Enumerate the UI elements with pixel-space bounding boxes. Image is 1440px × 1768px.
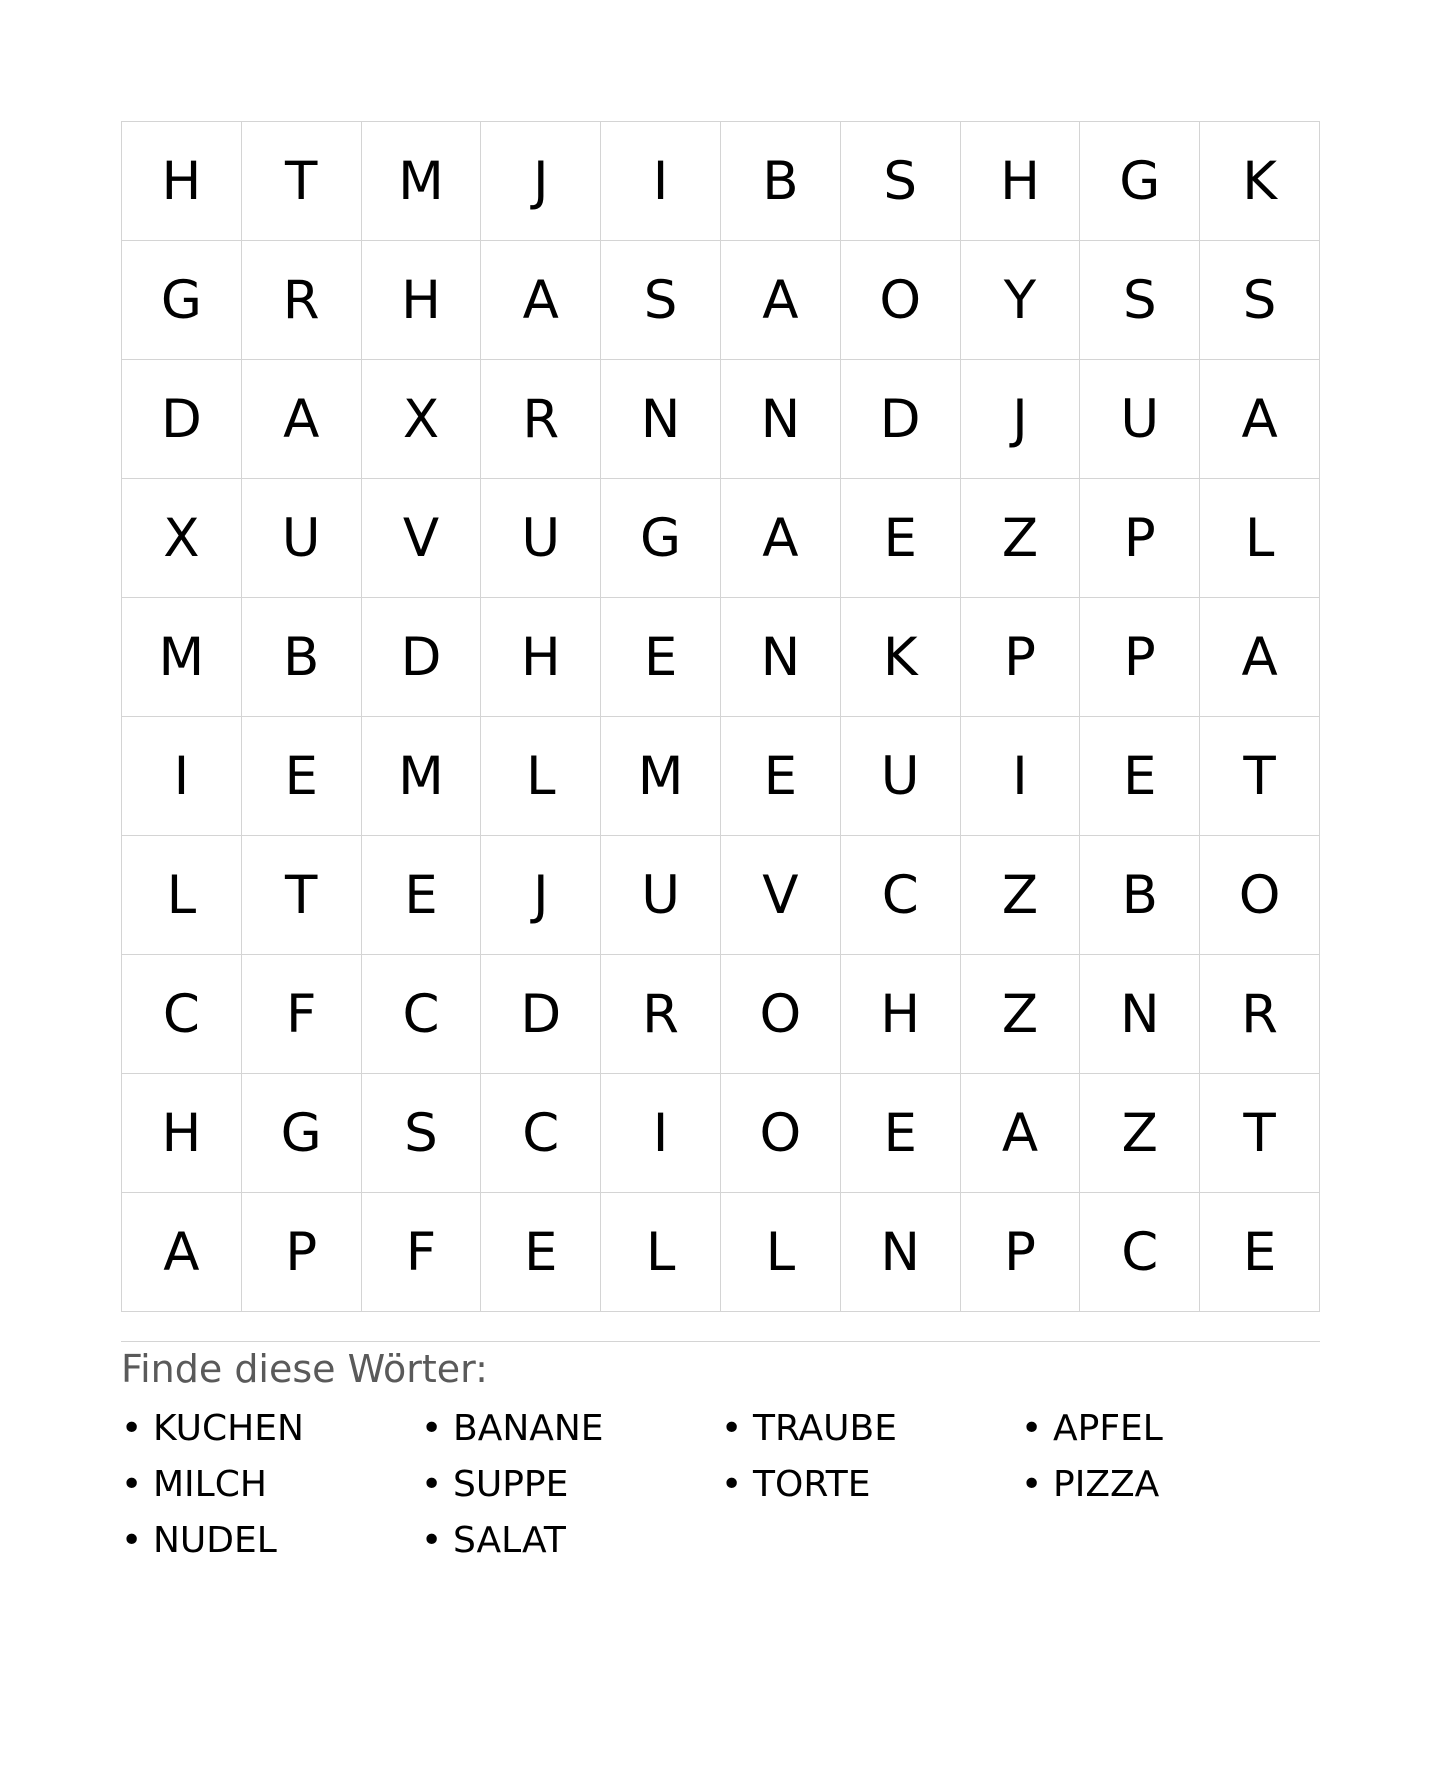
word-list-item: [1021, 1407, 1321, 1451]
grid-cell[interactable]: S: [601, 241, 721, 360]
word-search-puzzle: [121, 121, 1320, 1563]
word-list-item: [721, 1463, 1021, 1507]
grid-cell[interactable]: E: [362, 836, 482, 955]
grid-cell[interactable]: T: [1200, 1074, 1320, 1193]
word-label: SUPPE: [453, 1464, 569, 1505]
grid-cell[interactable]: E: [841, 479, 961, 598]
word-list-item: [721, 1407, 1021, 1451]
grid-cell[interactable]: E: [242, 717, 362, 836]
word-list: [121, 1407, 1320, 1563]
grid-cell[interactable]: P: [961, 1193, 1081, 1312]
grid-cell[interactable]: R: [601, 955, 721, 1074]
grid-cell[interactable]: E: [721, 717, 841, 836]
grid-cell[interactable]: V: [721, 836, 841, 955]
grid-cell[interactable]: C: [1080, 1193, 1200, 1312]
grid-cell[interactable]: O: [1200, 836, 1320, 955]
grid-cell[interactable]: T: [1200, 717, 1320, 836]
grid-cell[interactable]: U: [242, 479, 362, 598]
bullet-icon: •: [721, 1464, 743, 1505]
word-list-item: [121, 1463, 421, 1507]
word-list-item: [121, 1519, 421, 1563]
grid-cell[interactable]: O: [721, 955, 841, 1074]
grid-cell[interactable]: L: [1200, 479, 1320, 598]
word-list-heading: Finde diese Wörter:: [121, 1347, 488, 1391]
grid-cell[interactable]: A: [1200, 598, 1320, 717]
grid-cell[interactable]: N: [721, 360, 841, 479]
word-list-item: [421, 1407, 721, 1451]
grid-cell[interactable]: V: [362, 479, 482, 598]
word-label: KUCHEN: [153, 1408, 304, 1449]
grid-cell[interactable]: H: [122, 122, 242, 241]
grid-cell[interactable]: G: [601, 479, 721, 598]
grid-cell[interactable]: N: [721, 598, 841, 717]
word-list-item: [1021, 1463, 1321, 1507]
grid-cell[interactable]: X: [122, 479, 242, 598]
word-label: SALAT: [453, 1520, 566, 1561]
grid-cell[interactable]: B: [1080, 836, 1200, 955]
grid-cell[interactable]: L: [601, 1193, 721, 1312]
grid-cell[interactable]: F: [242, 955, 362, 1074]
grid-cell[interactable]: H: [961, 122, 1081, 241]
grid-cell[interactable]: S: [1080, 241, 1200, 360]
word-label: TRAUBE: [753, 1408, 897, 1449]
grid-cell[interactable]: G: [1080, 122, 1200, 241]
bullet-icon: •: [421, 1520, 443, 1561]
grid-cell[interactable]: O: [721, 1074, 841, 1193]
grid-cell[interactable]: M: [601, 717, 721, 836]
grid-cell[interactable]: H: [841, 955, 961, 1074]
grid-cell[interactable]: D: [122, 360, 242, 479]
grid-cell[interactable]: B: [721, 122, 841, 241]
grid-cell[interactable]: T: [242, 836, 362, 955]
grid-cell[interactable]: H: [122, 1074, 242, 1193]
grid-cell[interactable]: C: [122, 955, 242, 1074]
grid-cell[interactable]: H: [481, 598, 601, 717]
grid-cell[interactable]: I: [601, 122, 721, 241]
word-label: MILCH: [153, 1464, 267, 1505]
grid-cell[interactable]: L: [721, 1193, 841, 1312]
grid-cell[interactable]: U: [601, 836, 721, 955]
grid-cell[interactable]: Z: [961, 836, 1081, 955]
grid-cell[interactable]: L: [481, 717, 601, 836]
grid-cell[interactable]: P: [1080, 479, 1200, 598]
grid-cell[interactable]: T: [242, 122, 362, 241]
grid-cell[interactable]: N: [601, 360, 721, 479]
grid-cell[interactable]: K: [1200, 122, 1320, 241]
word-label: TORTE: [753, 1464, 871, 1505]
grid-cell[interactable]: R: [242, 241, 362, 360]
grid-cell[interactable]: E: [841, 1074, 961, 1193]
grid-cell[interactable]: M: [362, 122, 482, 241]
grid-cell[interactable]: G: [122, 241, 242, 360]
grid-cell[interactable]: G: [242, 1074, 362, 1193]
grid-cell[interactable]: D: [481, 955, 601, 1074]
word-label: NUDEL: [153, 1520, 277, 1561]
grid-cell[interactable]: E: [1080, 717, 1200, 836]
grid-cell[interactable]: U: [841, 717, 961, 836]
grid-cell[interactable]: D: [362, 598, 482, 717]
bullet-icon: •: [1021, 1464, 1043, 1505]
grid-cell[interactable]: J: [961, 360, 1081, 479]
word-list-item: [421, 1519, 721, 1563]
grid-cell[interactable]: H: [362, 241, 482, 360]
word-label: PIZZA: [1053, 1464, 1160, 1505]
bullet-icon: •: [121, 1464, 143, 1505]
grid-cell[interactable]: C: [841, 836, 961, 955]
bullet-icon: •: [721, 1408, 743, 1449]
grid-cell[interactable]: C: [362, 955, 482, 1074]
grid-cell[interactable]: S: [1200, 241, 1320, 360]
grid-cell[interactable]: A: [242, 360, 362, 479]
grid-cell[interactable]: A: [721, 479, 841, 598]
grid-cell[interactable]: Z: [961, 955, 1081, 1074]
bullet-icon: •: [121, 1408, 143, 1449]
word-list-item: [121, 1407, 421, 1451]
grid-cell[interactable]: P: [961, 598, 1081, 717]
grid-cell[interactable]: S: [362, 1074, 482, 1193]
grid-cell[interactable]: N: [1080, 955, 1200, 1074]
grid-cell[interactable]: J: [481, 836, 601, 955]
grid-cell[interactable]: A: [721, 241, 841, 360]
grid-cell[interactable]: D: [841, 360, 961, 479]
grid-cell[interactable]: R: [481, 360, 601, 479]
grid-cell[interactable]: N: [841, 1193, 961, 1312]
grid-cell[interactable]: Z: [961, 479, 1081, 598]
grid-cell[interactable]: P: [1080, 598, 1200, 717]
word-list-item: [421, 1463, 721, 1507]
grid-cell[interactable]: I: [961, 717, 1081, 836]
grid-cell[interactable]: K: [841, 598, 961, 717]
grid-cell[interactable]: F: [362, 1193, 482, 1312]
grid-cell[interactable]: C: [481, 1074, 601, 1193]
bullet-icon: •: [1021, 1408, 1043, 1449]
bullet-icon: •: [421, 1464, 443, 1505]
grid-cell[interactable]: R: [1200, 955, 1320, 1074]
grid-cell[interactable]: Z: [1080, 1074, 1200, 1193]
grid-cell[interactable]: X: [362, 360, 482, 479]
bullet-icon: •: [421, 1408, 443, 1449]
grid-cell[interactable]: U: [481, 479, 601, 598]
grid-cell[interactable]: A: [961, 1074, 1081, 1193]
grid-cell[interactable]: B: [242, 598, 362, 717]
grid-cell[interactable]: O: [841, 241, 961, 360]
word-label: APFEL: [1053, 1408, 1163, 1449]
bullet-icon: •: [121, 1520, 143, 1561]
grid-cell[interactable]: I: [601, 1074, 721, 1193]
grid-cell[interactable]: S: [841, 122, 961, 241]
grid-cell[interactable]: E: [601, 598, 721, 717]
grid-cell[interactable]: I: [122, 717, 242, 836]
grid-cell[interactable]: J: [481, 122, 601, 241]
grid-cell[interactable]: P: [242, 1193, 362, 1312]
divider: [121, 1341, 1320, 1342]
grid-cell[interactable]: L: [122, 836, 242, 955]
grid-cell[interactable]: Y: [961, 241, 1081, 360]
grid-cell[interactable]: M: [362, 717, 482, 836]
grid-cell[interactable]: E: [1200, 1193, 1320, 1312]
grid-cell[interactable]: A: [1200, 360, 1320, 479]
grid-cell[interactable]: A: [122, 1193, 242, 1312]
letter-grid: [121, 121, 1320, 1312]
word-label: BANANE: [453, 1408, 604, 1449]
grid-cell[interactable]: U: [1080, 360, 1200, 479]
grid-cell[interactable]: M: [122, 598, 242, 717]
grid-cell[interactable]: E: [481, 1193, 601, 1312]
grid-cell[interactable]: A: [481, 241, 601, 360]
